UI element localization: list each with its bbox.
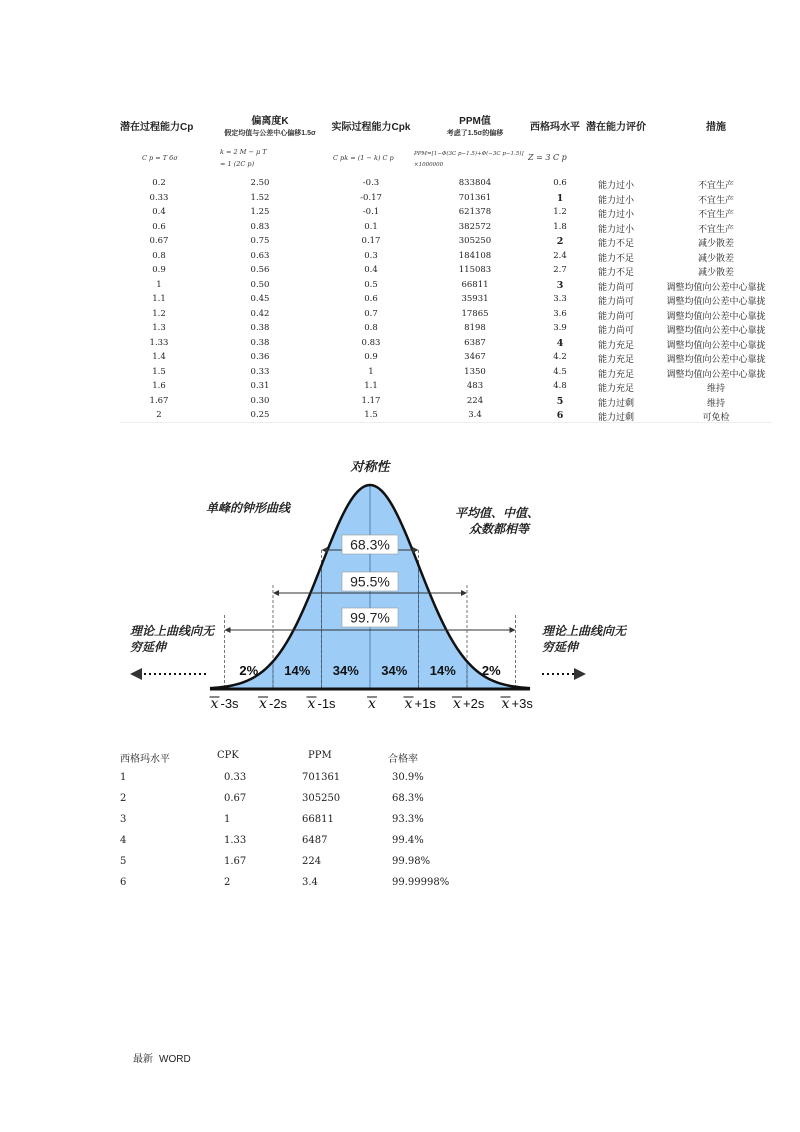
table-row [120, 191, 772, 206]
summary-cell-ppm: 701361 [302, 772, 341, 783]
axis-tick-label: +2s [463, 696, 485, 711]
cell-action: 调整均值向公差中心靠拢 [666, 296, 766, 306]
summary-cell-ppm: 3.4 [302, 877, 318, 888]
cell-k: 0.33 [250, 366, 270, 377]
table-row [120, 365, 772, 380]
summary-cell-sigma: 5 [120, 856, 127, 867]
cell-cp: 1.5 [152, 366, 166, 377]
cell-ppm: 35931 [461, 294, 489, 304]
cell-sigma: 4 [556, 337, 564, 349]
cell-eval: 能力不足 [597, 238, 634, 248]
cell-sigma: 2.4 [553, 250, 567, 261]
table-row [120, 307, 772, 322]
cell-k: 0.45 [250, 294, 270, 304]
right-infinity-label-line1: 理论上曲线向无 [542, 624, 627, 638]
cell-sigma: 6 [556, 410, 564, 421]
summary-cell-ppm: 305250 [302, 793, 341, 804]
normal-distribution-chart [118, 455, 627, 725]
cell-k: 0.56 [250, 265, 270, 275]
cell-sigma: 4.2 [553, 352, 567, 362]
cell-cp: 0.8 [152, 250, 166, 261]
table-row [120, 394, 772, 409]
cell-eval: 能力过剩 [597, 397, 634, 408]
cell-ppm: 3467 [464, 352, 486, 362]
cell-eval: 能力不足 [597, 267, 634, 277]
cell-eval: 能力过小 [597, 180, 634, 190]
axis-xbar-symbol: x [453, 696, 461, 712]
table-row [120, 408, 772, 423]
table-row [120, 176, 772, 191]
cell-cpk: 0.17 [361, 236, 381, 246]
summary-header-ppm: PPM [308, 750, 332, 761]
summary-cell-yield: 30.9% [392, 772, 424, 783]
summary-cell-ppm: 6487 [302, 835, 328, 846]
cell-cp: 0.67 [149, 236, 169, 246]
axis-tick-label: +3s [511, 696, 533, 711]
footer-label: 最新 [133, 1054, 153, 1065]
cell-action: 不宜生产 [697, 223, 734, 234]
summary-cell-cpk: 1.67 [224, 856, 247, 867]
cell-sigma: 1.2 [553, 207, 567, 217]
cell-action: 减少散差 [697, 238, 734, 248]
table-row [120, 249, 772, 264]
band-pct-label: 14% [429, 663, 456, 678]
cell-cp: 0.2 [152, 178, 166, 188]
summary-header-row [120, 750, 480, 770]
cell-cpk: 0.5 [364, 279, 378, 290]
table-row [120, 336, 772, 351]
header-sigma: 西格玛水平 [530, 122, 580, 133]
header-k-title: 偏离度K [251, 116, 289, 127]
cell-cpk: 0.3 [364, 250, 378, 261]
summary-cell-cpk: 0.33 [224, 772, 247, 783]
cell-cpk: 1 [368, 366, 374, 377]
cell-cp: 1.67 [149, 395, 169, 406]
mean-label-line2: 众数都相等 [469, 522, 530, 536]
summary-header-sigma: 西格玛水平 [120, 754, 170, 765]
cell-eval: 能力过小 [597, 209, 634, 219]
cell-eval: 能力过小 [597, 194, 634, 205]
cell-eval: 能力尚可 [597, 296, 634, 306]
table-row [120, 292, 772, 307]
cell-k: 0.25 [250, 410, 270, 420]
summary-row [120, 835, 480, 855]
band-pct-label: 2% [239, 663, 259, 678]
cell-action: 调整均值向公差中心靠拢 [666, 281, 766, 292]
summary-row [120, 814, 480, 834]
cell-action: 调整均值向公差中心靠拢 [666, 354, 766, 364]
cell-k: 1.25 [250, 207, 270, 217]
formula-k-line1: k = 2 M − μ T [220, 148, 267, 156]
cell-cp: 1.6 [152, 381, 166, 391]
footer-word: WORD [159, 1054, 191, 1065]
cell-sigma: 2.7 [553, 265, 567, 275]
pct-955-label: 95.5% [350, 573, 390, 590]
header-ppm-title: PPM值 [459, 116, 491, 127]
cell-ppm: 184108 [458, 250, 492, 261]
summary-cell-yield: 99.99998% [392, 877, 450, 888]
cell-ppm: 483 [466, 381, 484, 391]
summary-cell-yield: 99.98% [392, 856, 431, 867]
cell-cpk: 0.6 [364, 294, 378, 304]
axis-xbar-symbol: x [307, 696, 316, 712]
cell-k: 0.75 [250, 236, 270, 246]
table-row [120, 321, 772, 336]
header-cpk: 实际过程能力Cpk [331, 122, 411, 133]
formula-ppm-line1: PPM=[1−Φ(3C p−1.5)+Φ(−3C p−1.5)] [414, 151, 524, 157]
cell-eval: 能力充足 [597, 354, 634, 364]
cell-sigma: 4.5 [553, 366, 567, 377]
cell-eval: 能力充足 [597, 339, 634, 350]
cell-cp: 0.4 [152, 207, 166, 217]
cell-eval: 能力不足 [597, 252, 634, 263]
header-ppm-subtitle: 考虑了1.5σ的偏移 [446, 130, 504, 137]
cell-cp: 0.9 [152, 265, 166, 275]
bell-curve-group [130, 459, 628, 712]
cell-cpk: 0.8 [364, 323, 378, 333]
cell-action: 调整均值向公差中心靠拢 [666, 368, 766, 379]
formula-cpk: C pk = (1 − k) C p [333, 154, 394, 162]
header-k-subtitle: 假定均值与公差中心偏移1.5σ [224, 130, 316, 137]
cell-ppm: 621378 [458, 207, 492, 217]
cell-k: 0.36 [250, 352, 270, 362]
cell-cp: 1.33 [149, 337, 169, 348]
summary-cell-cpk: 1.33 [224, 835, 247, 846]
cell-cpk: 0.9 [364, 352, 378, 362]
summary-row [120, 856, 480, 876]
cell-sigma: 3.6 [553, 308, 567, 319]
table-row [120, 350, 772, 365]
cell-eval: 能力过小 [597, 223, 634, 234]
cell-cpk: -0.1 [362, 207, 380, 217]
table-bottom-rule [120, 422, 772, 423]
cell-sigma: 2 [556, 236, 564, 247]
cell-k: 2.50 [250, 178, 270, 188]
axis-tick-label: -3s [220, 696, 239, 711]
cell-action: 调整均值向公差中心靠拢 [666, 325, 766, 335]
cell-k: 0.31 [250, 381, 270, 391]
table-row [120, 263, 772, 278]
cell-cp: 1.2 [152, 308, 166, 319]
formula-cp: C p = T 6σ [142, 154, 178, 162]
table-row [120, 220, 772, 235]
cell-cpk: 0.4 [364, 265, 378, 275]
cell-cp: 1.4 [152, 352, 166, 362]
cell-eval: 能力过剩 [597, 412, 634, 422]
header-eval: 潜在能力评价 [586, 122, 646, 133]
cell-cp: 1 [156, 279, 162, 290]
cell-k: 0.42 [250, 308, 270, 319]
cell-ppm: 382572 [458, 221, 492, 232]
formula-sigma: Z = 3 C p [528, 153, 567, 162]
summary-cell-yield: 93.3% [392, 814, 424, 825]
summary-cell-sigma: 6 [120, 877, 127, 888]
summary-row [120, 793, 480, 813]
symmetry-label: 对称性 [350, 460, 390, 475]
header-k [210, 116, 330, 146]
left-infinity-label-line2: 穷延伸 [130, 640, 167, 654]
band-pct-label: 34% [332, 663, 359, 678]
cell-sigma: 5 [556, 395, 564, 407]
cell-cpk: 0.83 [361, 337, 381, 348]
formula-k-line2: = 1 (2C p) [220, 160, 255, 168]
cell-action: 调整均值向公差中心靠拢 [666, 339, 766, 350]
cell-ppm: 8198 [464, 323, 486, 333]
bell-curve-label: 单峰的钟形曲线 [206, 501, 291, 515]
cell-eval: 能力尚可 [597, 325, 634, 335]
cell-sigma: 4.8 [553, 381, 567, 391]
cell-ppm: 17865 [461, 308, 489, 319]
cell-cp: 0.33 [149, 192, 169, 203]
cell-action: 维持 [706, 383, 725, 393]
cell-cp: 1.1 [152, 294, 166, 304]
cell-sigma: 3.9 [553, 323, 567, 333]
band-pct-label: 34% [381, 663, 408, 678]
pct-683-label: 68.3% [350, 536, 390, 553]
cell-k: 0.38 [250, 337, 270, 348]
table-row [120, 205, 772, 220]
axis-xbar-symbol: x [259, 696, 267, 712]
cell-cp: 1.3 [152, 323, 166, 333]
cell-sigma: 3 [556, 279, 564, 291]
cell-action: 不宜生产 [697, 194, 734, 205]
cell-cpk: 1.17 [361, 395, 381, 406]
axis-xbar-symbol: x [210, 696, 219, 712]
cell-action: 不宜生产 [697, 180, 734, 190]
mean-label-line1: 平均值、中值、 [455, 506, 540, 520]
cell-sigma: 0.6 [553, 178, 567, 188]
summary-cell-cpk: 2 [224, 877, 231, 888]
cell-action: 维持 [706, 397, 725, 408]
axis-tick-label: -1s [317, 696, 336, 711]
cell-cpk: -0.17 [360, 192, 382, 203]
axis-tick-label: +1s [414, 696, 436, 711]
cell-k: 0.50 [250, 279, 270, 290]
cell-cp: 0.6 [152, 221, 166, 232]
summary-cell-sigma: 2 [120, 793, 127, 804]
cell-eval: 能力尚可 [597, 310, 634, 321]
page-footer [133, 1050, 191, 1065]
formula-ppm-line2: ×1000000 [414, 162, 444, 168]
cell-ppm: 115083 [458, 265, 492, 275]
cell-ppm: 701361 [458, 192, 492, 203]
cell-cpk: -0.3 [362, 178, 380, 188]
cell-ppm: 3.4 [468, 410, 482, 420]
cell-k: 1.52 [250, 192, 270, 203]
cell-sigma: 1 [556, 192, 564, 204]
axis-tick-label: -2s [269, 696, 288, 711]
summary-cell-ppm: 66811 [302, 814, 334, 825]
cell-ppm: 1350 [464, 366, 486, 377]
summary-header-cpk: CPK [217, 750, 239, 761]
header-action: 措施 [706, 122, 726, 133]
summary-cell-yield: 99.4% [392, 835, 424, 846]
cell-sigma: 3.3 [553, 294, 567, 304]
summary-cell-sigma: 3 [120, 814, 127, 825]
band-pct-label: 14% [284, 663, 311, 678]
cell-k: 0.30 [250, 395, 270, 406]
cell-ppm: 6387 [464, 337, 486, 348]
axis-xbar-symbol: x [501, 696, 510, 712]
summary-cell-sigma: 1 [120, 772, 127, 783]
cell-cpk: 0.7 [364, 308, 378, 319]
summary-cell-ppm: 224 [302, 856, 322, 867]
cell-action: 不宜生产 [697, 209, 734, 219]
table-row [120, 278, 772, 293]
cell-cpk: 1.5 [364, 410, 378, 420]
cell-cp: 2 [156, 410, 162, 420]
cell-sigma: 1.8 [553, 221, 567, 232]
cell-ppm: 833804 [458, 178, 492, 188]
cell-action: 调整均值向公差中心靠拢 [666, 310, 766, 321]
cell-ppm: 66811 [461, 279, 489, 290]
table-row [120, 234, 772, 249]
band-pct-label: 2% [481, 663, 501, 678]
header-ppm [420, 116, 530, 146]
summary-row [120, 772, 480, 792]
summary-header-yield: 合格率 [388, 754, 418, 765]
summary-row [120, 877, 480, 897]
summary-cell-cpk: 0.67 [224, 793, 247, 804]
cell-ppm: 305250 [458, 236, 492, 246]
cell-eval: 能力充足 [597, 368, 634, 379]
cell-cpk: 1.1 [364, 381, 378, 391]
left-infinity-label-line1: 理论上曲线向无 [130, 624, 215, 638]
cell-eval: 能力尚可 [597, 281, 634, 292]
cell-action: 减少散差 [697, 267, 734, 277]
summary-cell-yield: 68.3% [392, 793, 424, 804]
axis-xbar-symbol: x [404, 696, 413, 712]
cell-action: 可免检 [702, 412, 730, 422]
cell-k: 0.38 [250, 323, 270, 333]
table-row [120, 379, 772, 394]
pct-997-label: 99.7% [350, 609, 390, 626]
right-infinity-label-line2: 穷延伸 [542, 640, 579, 654]
cell-cpk: 0.1 [364, 221, 378, 232]
summary-cell-cpk: 1 [224, 814, 231, 825]
axis-xbar-symbol: x [368, 696, 376, 712]
summary-cell-sigma: 4 [120, 835, 127, 846]
header-cp: 潜在过程能力Cp [120, 122, 194, 133]
cell-ppm: 224 [466, 395, 484, 406]
cell-action: 减少散差 [697, 252, 734, 263]
cell-k: 0.83 [250, 221, 270, 232]
cell-k: 0.63 [250, 250, 270, 261]
cell-eval: 能力充足 [597, 383, 634, 393]
